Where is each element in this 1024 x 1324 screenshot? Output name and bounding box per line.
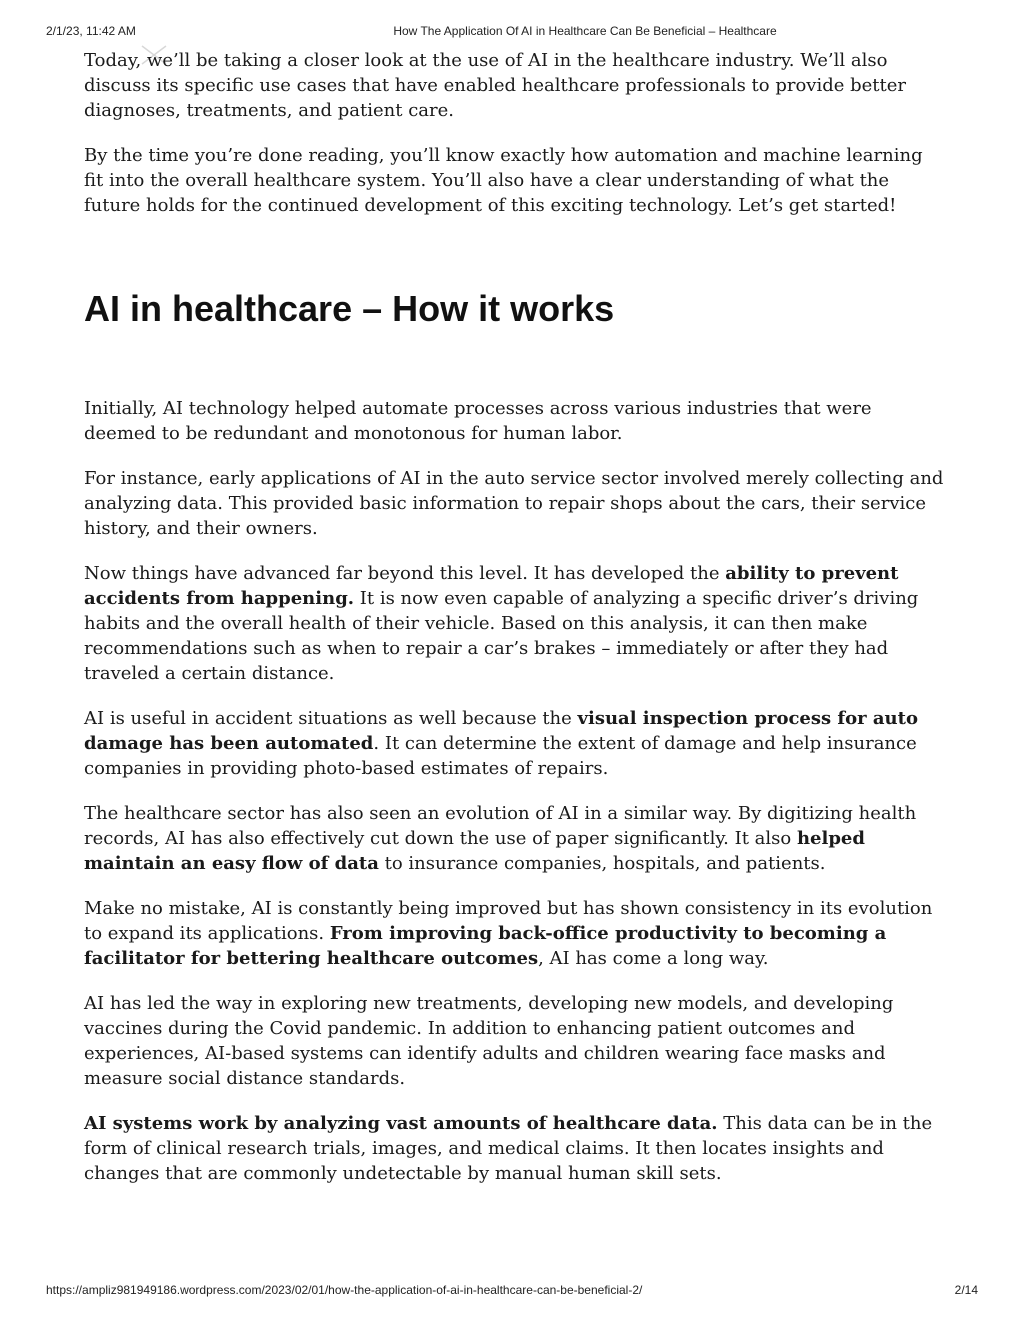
print-footer (0, 1283, 1024, 1299)
intro-paragraph-1: Today, we’ll be taking a closer look at the use of AI in the healthcare industry. We’ll also discuss its specific use cases that have enabled healthcare professionals to provide better diagnoses, treatments, and patient care. (84, 50, 907, 121)
print-url: https://ampliz981949186.wordpress.com/2023/02/01/how-the-application-of-ai-in-healthcare-can-be-beneficial-2/ (46, 1283, 643, 1297)
bold-text: ability to prevent accidents from happening. (84, 563, 899, 609)
text-run: The healthcare sector has also seen an evolution of AI in a similar way. By digitizing health records, AI has also effectively cut down the use of paper significantly. It also (84, 803, 917, 849)
print-page-number: 2/14 (954, 1283, 978, 1297)
print-header (0, 24, 1024, 40)
section-heading: AI in healthcare – How it works (84, 288, 615, 329)
print-page-title: How The Application Of AI in Healthcare Can Be Beneficial – Healthcare (393, 24, 777, 38)
intro-paragraph-2: By the time you’re done reading, you’ll know exactly how automation and machine learning fit into the overall healthcare system. You’ll also have a clear understanding of what the future holds for the continued development of this exciting technology. Let’s get started! (84, 145, 923, 216)
section-paragraph-7: AI has led the way in exploring new treatments, developing new models, and developing vaccines during the Covid pandemic. In addition to enhancing patient outcomes and experiences, AI-based systems can identify adults and children wearing face masks and measure social distance standards. (84, 993, 894, 1089)
text-run: Now things have advanced far beyond this level. It has developed the (84, 563, 726, 584)
section-paragraph-4 (84, 706, 944, 781)
print-datetime: 2/1/23, 11:42 AM (46, 24, 136, 38)
bold-text: AI systems work by analyzing vast amounts of healthcare data. (84, 1113, 718, 1134)
bold-text: helped maintain an easy flow of data (84, 828, 865, 874)
section-paragraph-5 (84, 801, 944, 876)
text-run: AI is useful in accident situations as well because the (84, 708, 578, 729)
text-run: to insurance companies, hospitals, and patients. (378, 853, 826, 874)
section-paragraph-1: Initially, AI technology helped automate processes across various industries that were deemed to be redundant and monotonous for human labor. (84, 398, 872, 444)
bold-text: From improving back-office productivity to becoming a facilitator for bettering healthcare outcomes (84, 923, 887, 969)
section-paragraph-3 (84, 561, 944, 686)
text-run: This data can be in the form of clinical research trials, images, and medical claims. It then locates insights and changes that are commonly undetectable by manual human skill sets. (84, 1113, 933, 1184)
bold-text: visual inspection process for auto damage has been automated (84, 708, 918, 754)
section-paragraph-6 (84, 896, 944, 971)
text-run: Make no mistake, AI is constantly being improved but has shown consistency in its evolution to expand its applications. (84, 898, 933, 944)
text-run: It is now even capable of analyzing a specific driver’s driving habits and the overall health of their vehicle. Based on this analysis, it can then make recommendations such as when to repair a car’s brakes – immediately or after they had traveled a certain distance. (84, 588, 919, 684)
text-run: . It can determine the extent of damage and help insurance companies in providing photo-based estimates of repairs. (84, 733, 917, 779)
text-run: , AI has come a long way. (538, 948, 769, 969)
section-paragraph-2: For instance, early applications of AI in the auto service sector involved merely collecting and analyzing data. This provided basic information to repair shops about the cars, their service history, and their owners. (84, 468, 944, 539)
article-body (84, 48, 944, 1206)
section-paragraph-8 (84, 1111, 944, 1186)
